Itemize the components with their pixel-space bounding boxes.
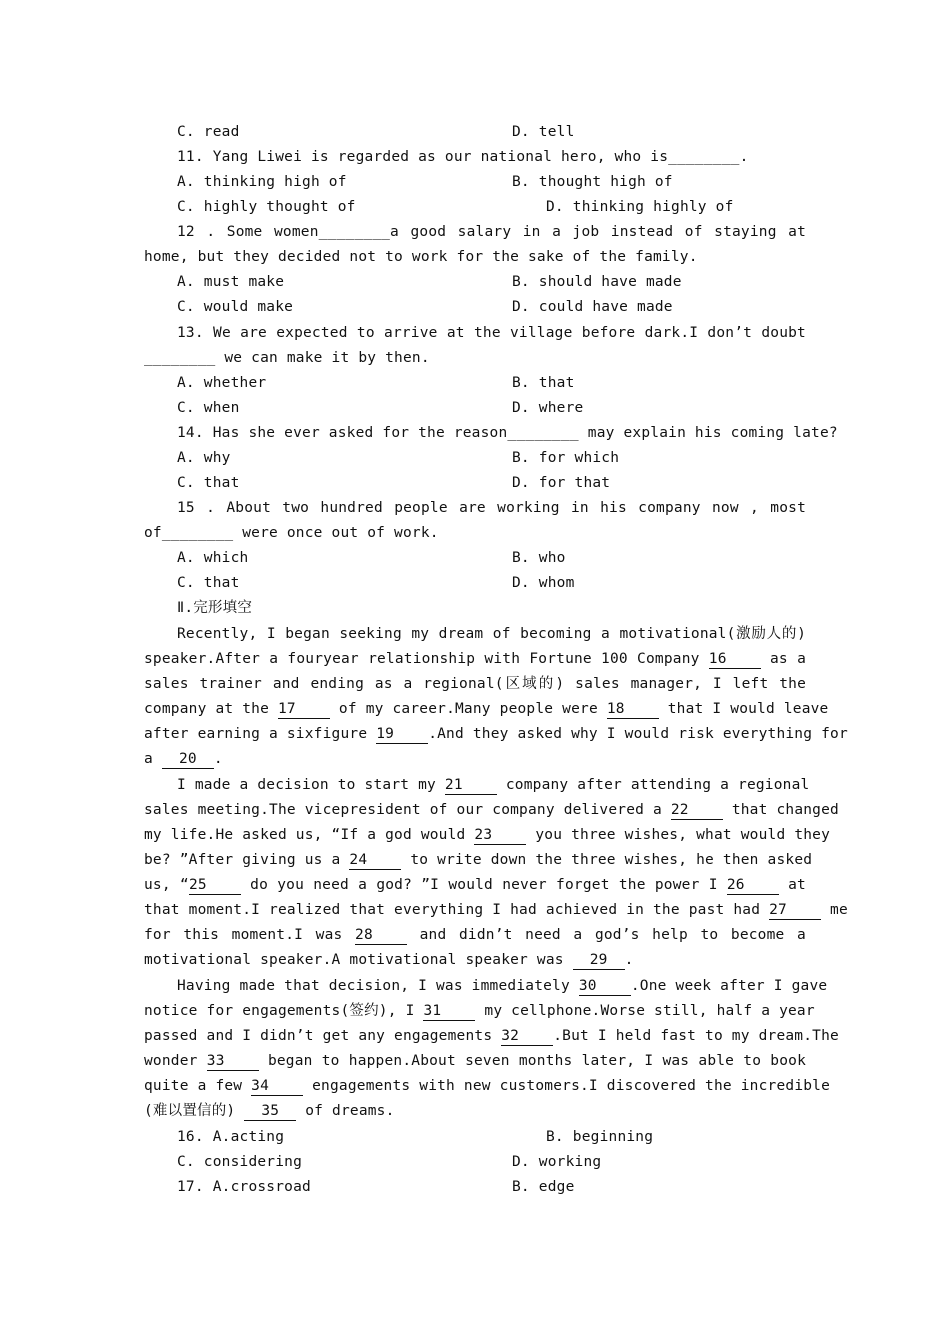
blank-27: 27 [769, 901, 821, 920]
q16-option-b: B. beginning [546, 1129, 654, 1145]
text: wonder [144, 1053, 198, 1069]
blank-33: 33 [207, 1052, 259, 1071]
text: me [830, 902, 848, 918]
blank-22: 22 [671, 801, 723, 820]
q13-stem-line2: ________ we can make it by then. [144, 350, 430, 366]
q16-option-d: D. working [512, 1154, 602, 1170]
q16-option-c: C. considering [177, 1154, 303, 1170]
text: company at the [144, 701, 270, 717]
passage-p2-line [144, 848, 813, 873]
blank-34: 34 [251, 1077, 303, 1096]
q13-stem-line1: 13. We are expected to arrive at the village before dark.I don’t doubt [177, 325, 806, 341]
q14-option-d: D. for that [512, 475, 611, 491]
passage-p2-line [144, 923, 806, 948]
text: as a [770, 651, 806, 667]
text: at [788, 877, 806, 893]
passage-p1-line [144, 647, 806, 672]
text: (难以置信的) [144, 1103, 236, 1119]
text: motivational speaker.A motivational speaker was [144, 952, 564, 968]
text: of dreams. [305, 1103, 395, 1119]
q16-option-a: 16. A.acting [177, 1129, 285, 1145]
text: began to happen.About seven months later, I was able to book [267, 1053, 807, 1069]
passage-p1-line [144, 747, 806, 772]
text: passed and I didn’t get any engagements [144, 1028, 493, 1044]
passage-p3-line [144, 1024, 839, 1049]
blank-19: 19 [376, 725, 428, 744]
passage-p2-line [144, 873, 806, 898]
text: for this moment.I was [144, 927, 343, 943]
passage-p1-line [144, 697, 829, 722]
q14-option-a: A. why [177, 450, 231, 466]
text: and didn’t need a god’s help to become a [419, 927, 806, 943]
text: you three wishes, what would they [535, 827, 831, 843]
blank-35: 35 [244, 1102, 296, 1121]
q12-option-c: C. would make [177, 299, 294, 315]
text: quite a few [144, 1078, 243, 1094]
text: .And they asked why I would risk everything for [428, 726, 848, 742]
q14-option-c: C. that [177, 475, 240, 491]
q12-stem-line1: 12 . Some women________a good salary in a job instead of staying at [177, 224, 806, 240]
q15-option-a: A. which [177, 550, 249, 566]
q15-option-b: B. who [512, 550, 566, 566]
passage-p1-line: Recently, I began seeking my dream of becoming a motivational(激励人的) [177, 626, 806, 642]
q11-option-a: A. thinking high of [177, 174, 347, 190]
q10-option-c: C. read [177, 124, 240, 140]
blank-26: 26 [727, 876, 779, 895]
passage-p3-line [144, 999, 815, 1024]
passage-p1-line: sales trainer and ending as a regional(区域的) sales manager, I left the [144, 676, 806, 692]
passage-p2-line [144, 948, 806, 973]
text: that I would leave [667, 701, 829, 717]
blank-25: 25 [189, 876, 241, 895]
text: to write down the three wishes, he then asked [410, 852, 813, 868]
blank-30: 30 [579, 977, 631, 996]
q13-option-d: D. where [512, 400, 584, 416]
q13-option-c: C. when [177, 400, 240, 416]
blank-31: 31 [423, 1002, 475, 1021]
passage-p1-line [144, 722, 848, 747]
text: I made a decision to start my [177, 777, 436, 793]
text: us, “ [144, 877, 189, 893]
q11-option-c: C. highly thought of [177, 199, 356, 215]
text: of my career.Many people were [338, 701, 598, 717]
q11-stem: 11. Yang Liwei is regarded as our national hero, who is________. [177, 149, 749, 165]
blank-29: 29 [573, 951, 625, 970]
text: do you need a god? ”I would never forget the power I [250, 877, 718, 893]
q11-option-b: B. thought high of [512, 174, 673, 190]
q12-option-a: A. must make [177, 274, 285, 290]
q15-option-d: D. whom [512, 575, 575, 591]
q14-stem: 14. Has she ever asked for the reason________ may explain his coming late? [177, 425, 838, 441]
text: speaker.After a fouryear relationship with Fortune 100 Company [144, 651, 700, 667]
q12-option-b: B. should have made [512, 274, 682, 290]
blank-32: 32 [501, 1027, 553, 1046]
text: after earning a sixfigure [144, 726, 368, 742]
blank-23: 23 [474, 826, 526, 845]
text: my life.He asked us, “If a god would [144, 827, 466, 843]
q12-stem-line2: home, but they decided not to work for the sake of the family. [144, 249, 698, 265]
text: Having made that decision, I was immediately [177, 978, 570, 994]
blank-20: 20 [162, 750, 214, 769]
text: . [624, 952, 634, 968]
text: . [213, 751, 223, 767]
blank-17: 17 [278, 700, 330, 719]
passage-p3-line [144, 1099, 806, 1124]
text: company after attending a regional [505, 777, 810, 793]
q17-option-b: B. edge [512, 1179, 575, 1195]
q15-stem-line2: of________ were once out of work. [144, 525, 439, 541]
blank-16: 16 [709, 650, 761, 669]
blank-28: 28 [355, 926, 407, 945]
blank-24: 24 [349, 851, 401, 870]
passage-p3-line [144, 1074, 831, 1099]
q17-option-a: 17. A.crossroad [177, 1179, 311, 1195]
q13-option-a: A. whether [177, 375, 267, 391]
text: a [144, 751, 153, 767]
text: be? ”After giving us a [144, 852, 341, 868]
text: that changed [731, 802, 839, 818]
text: .But I held fast to my dream.The [553, 1028, 839, 1044]
text: engagements with new customers.I discovered the incredible [312, 1078, 831, 1094]
q15-stem-line1: 15 . About two hundred people are working in his company now , most [177, 500, 806, 516]
passage-p2-line [177, 773, 810, 798]
passage-p2-line [144, 798, 839, 823]
text: .One week after I gave [630, 978, 828, 994]
q15-option-c: C. that [177, 575, 240, 591]
passage-p2-line [144, 898, 848, 923]
text: notice for engagements(签约), I [144, 1003, 415, 1019]
text: sales meeting.The vicepresident of our company delivered a [144, 802, 662, 818]
blank-21: 21 [445, 776, 497, 795]
passage-p2-line [144, 823, 831, 848]
text: that moment.I realized that everything I had achieved in the past had [144, 902, 761, 918]
blank-18: 18 [607, 700, 659, 719]
q11-option-d: D. thinking highly of [546, 199, 734, 215]
q12-option-d: D. could have made [512, 299, 673, 315]
passage-p3-line [177, 974, 828, 999]
section-heading: Ⅱ.完形填空 [177, 600, 253, 616]
q10-option-d: D. tell [512, 124, 575, 140]
passage-p3-line [144, 1049, 806, 1074]
q13-option-b: B. that [512, 375, 575, 391]
text: my cellphone.Worse still, half a year [484, 1003, 815, 1019]
q14-option-b: B. for which [512, 450, 620, 466]
